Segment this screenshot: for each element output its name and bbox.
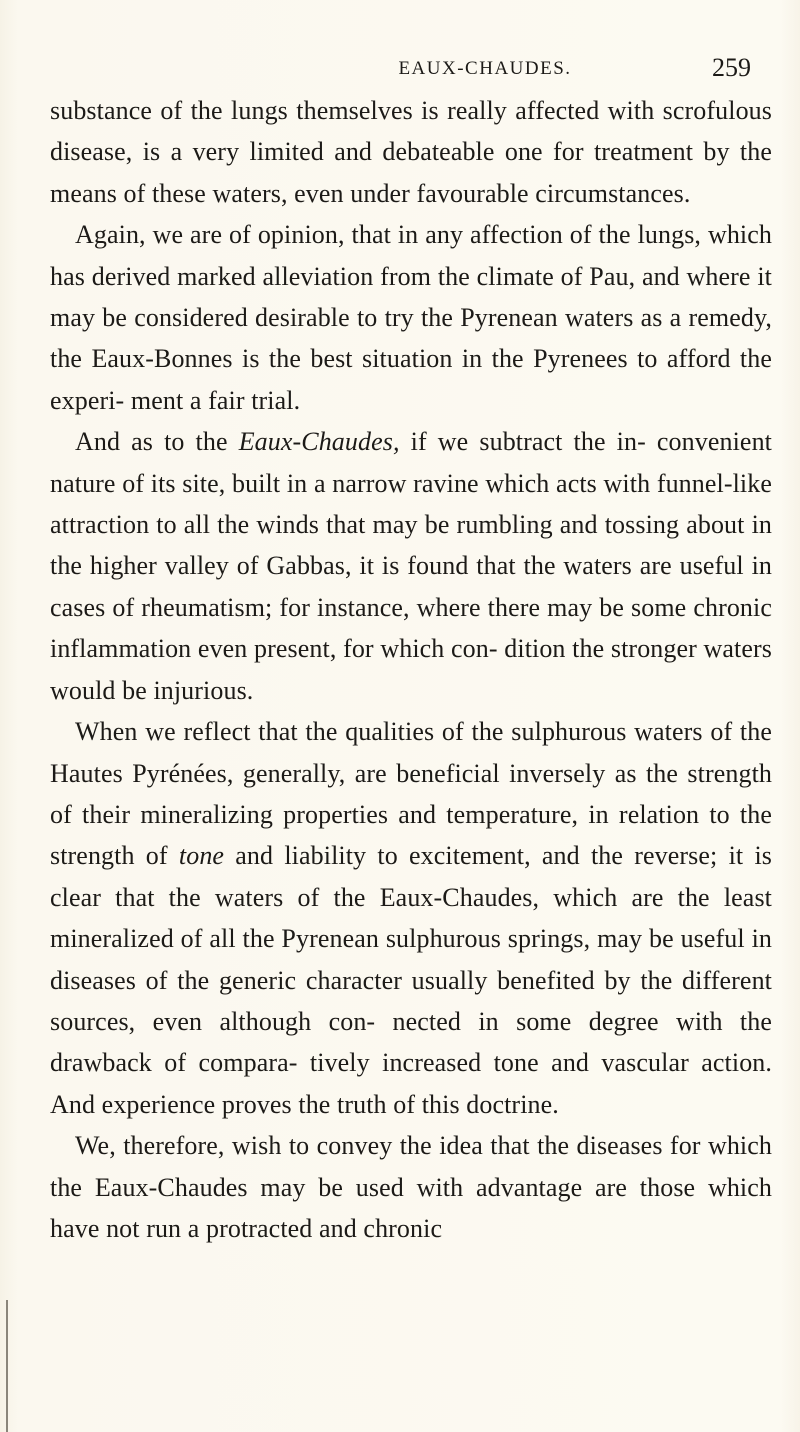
body-text [50, 90, 772, 1249]
running-head: EAUX-CHAUDES. [398, 58, 572, 79]
paragraph [50, 421, 772, 711]
text-run: Again, we are of opinion, that in any affection of the lungs, which has derived marked alleviation from the climate of Pau, and where it may be considered desirable to try the Pyrenean waters as a remedy, the Eaux-Bonnes is the best situation in the Pyrenees to afford the experi- ment a fair trial. [50, 220, 772, 415]
paragraph [50, 711, 772, 1125]
paragraph [50, 214, 772, 421]
text-run: We, therefore, wish to convey the idea that the diseases for which the Eaux-Chaudes may be used with advantage are those which have not run a protracted and chronic [50, 1131, 772, 1243]
paragraph [50, 90, 772, 214]
text-run: if we subtract the in- convenient nature of its site, built in a narrow ravine which acts with funnel-like attraction to all the winds that may be rumbling and tossing about in the higher valley of Gabbas, it is found that the waters are useful in cases of rheumatism; for instance, where there may be some chronic inflammation even present, for which con- dition the stronger waters would be injurious. [50, 427, 772, 705]
text-run: and liability to excitement, and the reverse; it is clear that the waters of the Eaux-Chaudes, which are the least mineralized of all the Pyrenean sulphurous springs, may be useful in diseases of the generic character usually benefited by the different sources, even although con- nected in some degree with the drawback of compara- tively increased tone and vascular action. And experience proves the truth of this doctrine. [50, 841, 772, 1119]
text-run: And as to the [75, 427, 239, 457]
italic-emphasis: tone [178, 841, 225, 871]
page-edge-rule [6, 1300, 8, 1432]
text-run: When we reflect that the qualities of the sulphurous waters of the Hautes Pyrénées, generally, are beneficial inversely as the strength of their mineralizing properties and temperature, in relation to the strength of [50, 717, 772, 871]
italic-place-name: Eaux-Chaudes, [238, 427, 400, 457]
page-number: 259 [712, 53, 751, 82]
paragraph [50, 1125, 772, 1249]
text-run: substance of the lungs themselves is really affected with scrofulous disease, is a very limited and debateable one for treatment by the means of these waters, even under favourable circumstances. [50, 96, 772, 208]
